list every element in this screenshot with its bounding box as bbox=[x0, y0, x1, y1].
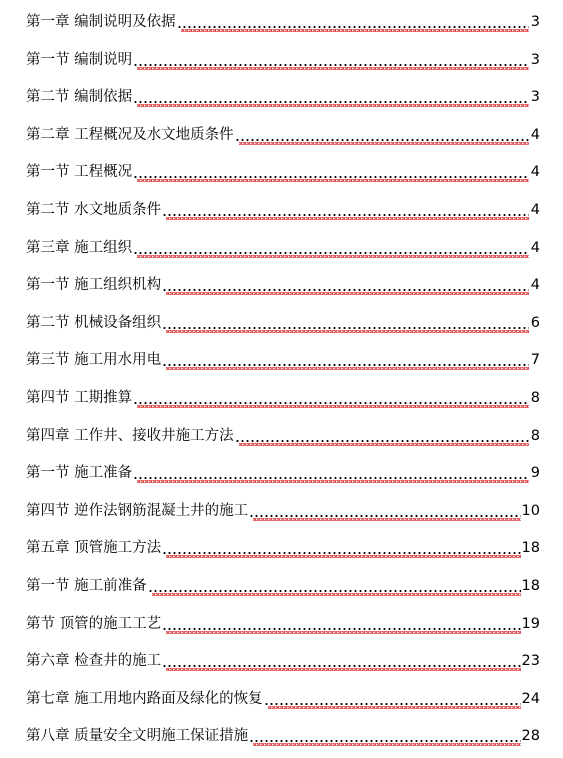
toc-entry[interactable] bbox=[26, 384, 540, 408]
dot-leader bbox=[264, 689, 521, 709]
dot-leader bbox=[133, 463, 529, 483]
dot-leader bbox=[249, 501, 520, 521]
spellcheck-underline bbox=[239, 142, 529, 145]
toc-entry-title: 第四节 逆作法钢筋混凝土井的施工 bbox=[26, 502, 249, 519]
toc-entry[interactable] bbox=[26, 497, 540, 521]
toc-page-number: 10 bbox=[521, 502, 540, 519]
toc-page-number: 18 bbox=[521, 578, 540, 594]
spellcheck-underline bbox=[239, 443, 529, 446]
toc-entry[interactable] bbox=[26, 459, 540, 483]
dot-leader bbox=[249, 726, 520, 746]
toc-entry[interactable] bbox=[26, 534, 540, 558]
toc-entry-title: 第二节 机械设备组织 bbox=[26, 314, 162, 331]
toc-page-number: 24 bbox=[521, 690, 540, 707]
toc-entry-title: 第二节 水文地质条件 bbox=[26, 202, 162, 218]
dot-leader bbox=[162, 538, 520, 558]
toc-entry-title: 第一节 施工准备 bbox=[26, 465, 133, 482]
toc-page-number: 19 bbox=[521, 615, 540, 632]
dot-leader bbox=[162, 200, 529, 220]
toc-entry[interactable] bbox=[26, 8, 540, 32]
spellcheck-underline bbox=[181, 29, 529, 32]
toc-entry-title: 第三章 施工组织 bbox=[26, 239, 133, 256]
dot-leader bbox=[162, 614, 520, 634]
toc-entry[interactable] bbox=[26, 158, 540, 182]
toc-page-number: 4 bbox=[530, 202, 540, 218]
spellcheck-underline bbox=[166, 668, 520, 671]
spellcheck-underline bbox=[137, 255, 529, 258]
toc-page-number: 18 bbox=[521, 540, 540, 557]
spellcheck-underline bbox=[137, 480, 529, 483]
spellcheck-underline bbox=[152, 593, 521, 596]
dot-leader bbox=[162, 275, 529, 295]
toc-page-number: 3 bbox=[530, 89, 540, 106]
dot-leader bbox=[162, 350, 529, 370]
spellcheck-underline bbox=[253, 743, 520, 746]
toc-entry-title: 第一节 编制说明 bbox=[26, 51, 133, 68]
toc-entry-title: 第三节 施工用水用电 bbox=[26, 352, 162, 369]
toc-entry[interactable] bbox=[26, 346, 540, 370]
spellcheck-underline bbox=[137, 179, 529, 182]
toc-entry-title: 第节 顶管的施工工艺 bbox=[26, 615, 162, 632]
toc-entry-title: 第一节 施工组织机构 bbox=[26, 277, 162, 294]
toc-entry[interactable] bbox=[26, 610, 540, 634]
toc-page-number: 4 bbox=[530, 277, 540, 294]
toc-page-number: 23 bbox=[521, 653, 540, 670]
toc-entry-title: 第八章 质量安全文明施工保证措施 bbox=[26, 728, 249, 745]
toc-entry[interactable] bbox=[26, 121, 540, 145]
dot-leader bbox=[177, 12, 529, 32]
toc-entry[interactable] bbox=[26, 46, 540, 70]
toc-page-number: 8 bbox=[530, 390, 540, 406]
dot-leader bbox=[148, 576, 521, 596]
spellcheck-underline bbox=[137, 104, 529, 107]
toc-entry[interactable] bbox=[26, 271, 540, 295]
spellcheck-underline bbox=[137, 67, 529, 70]
toc-entry-title: 第二章 工程概况及水文地质条件 bbox=[26, 126, 234, 143]
toc-entry-title: 第一章 编制说明及依据 bbox=[26, 14, 176, 30]
spellcheck-underline bbox=[166, 292, 529, 295]
dot-leader bbox=[235, 426, 529, 446]
toc-page-number: 7 bbox=[530, 352, 540, 369]
toc-entry-title: 第一节 工程概况 bbox=[26, 164, 133, 181]
toc-page-number: 4 bbox=[530, 239, 540, 256]
toc-page-number: 4 bbox=[530, 164, 540, 181]
toc-page-number: 28 bbox=[521, 728, 540, 745]
toc-entry-title: 第六章 检查井的施工 bbox=[26, 653, 162, 670]
toc-entry[interactable] bbox=[26, 83, 540, 107]
toc-entry[interactable] bbox=[26, 196, 540, 220]
spellcheck-underline bbox=[166, 555, 520, 558]
dot-leader bbox=[235, 125, 529, 145]
toc-entry[interactable] bbox=[26, 647, 540, 671]
dot-leader bbox=[133, 388, 529, 408]
toc-page-number: 4 bbox=[530, 126, 540, 143]
toc-entry[interactable] bbox=[26, 234, 540, 258]
spellcheck-underline bbox=[137, 405, 529, 408]
toc-entry[interactable] bbox=[26, 422, 540, 446]
toc-entry[interactable] bbox=[26, 309, 540, 333]
dot-leader bbox=[162, 313, 529, 333]
toc-page-number: 3 bbox=[530, 51, 540, 68]
toc-entry-title: 第四章 工作井、接收井施工方法 bbox=[26, 427, 234, 444]
dot-leader bbox=[133, 50, 529, 70]
toc-entry[interactable] bbox=[26, 685, 540, 709]
toc-page-number: 3 bbox=[530, 14, 540, 30]
spellcheck-underline bbox=[253, 518, 520, 521]
toc-entry-title: 第二节 编制依据 bbox=[26, 89, 133, 106]
toc-page-number: 9 bbox=[530, 465, 540, 482]
toc-entry-title: 第五章 顶管施工方法 bbox=[26, 540, 162, 557]
spellcheck-underline bbox=[166, 330, 529, 333]
toc-entry-title: 第七章 施工用地内路面及绿化的恢复 bbox=[26, 690, 263, 707]
dot-leader bbox=[133, 162, 529, 182]
spellcheck-underline bbox=[268, 706, 521, 709]
dot-leader bbox=[133, 238, 529, 258]
toc-entry[interactable] bbox=[26, 722, 540, 746]
toc-page-number: 6 bbox=[530, 314, 540, 331]
spellcheck-underline bbox=[166, 367, 529, 370]
dot-leader bbox=[133, 87, 529, 107]
toc-entry-title: 第一节 施工前准备 bbox=[26, 578, 147, 594]
toc-entry[interactable] bbox=[26, 572, 540, 596]
toc-entry-title: 第四节 工期推算 bbox=[26, 390, 133, 406]
spellcheck-underline bbox=[166, 631, 520, 634]
dot-leader bbox=[162, 651, 520, 671]
toc-page-number: 8 bbox=[530, 427, 540, 444]
spellcheck-underline bbox=[166, 217, 529, 220]
